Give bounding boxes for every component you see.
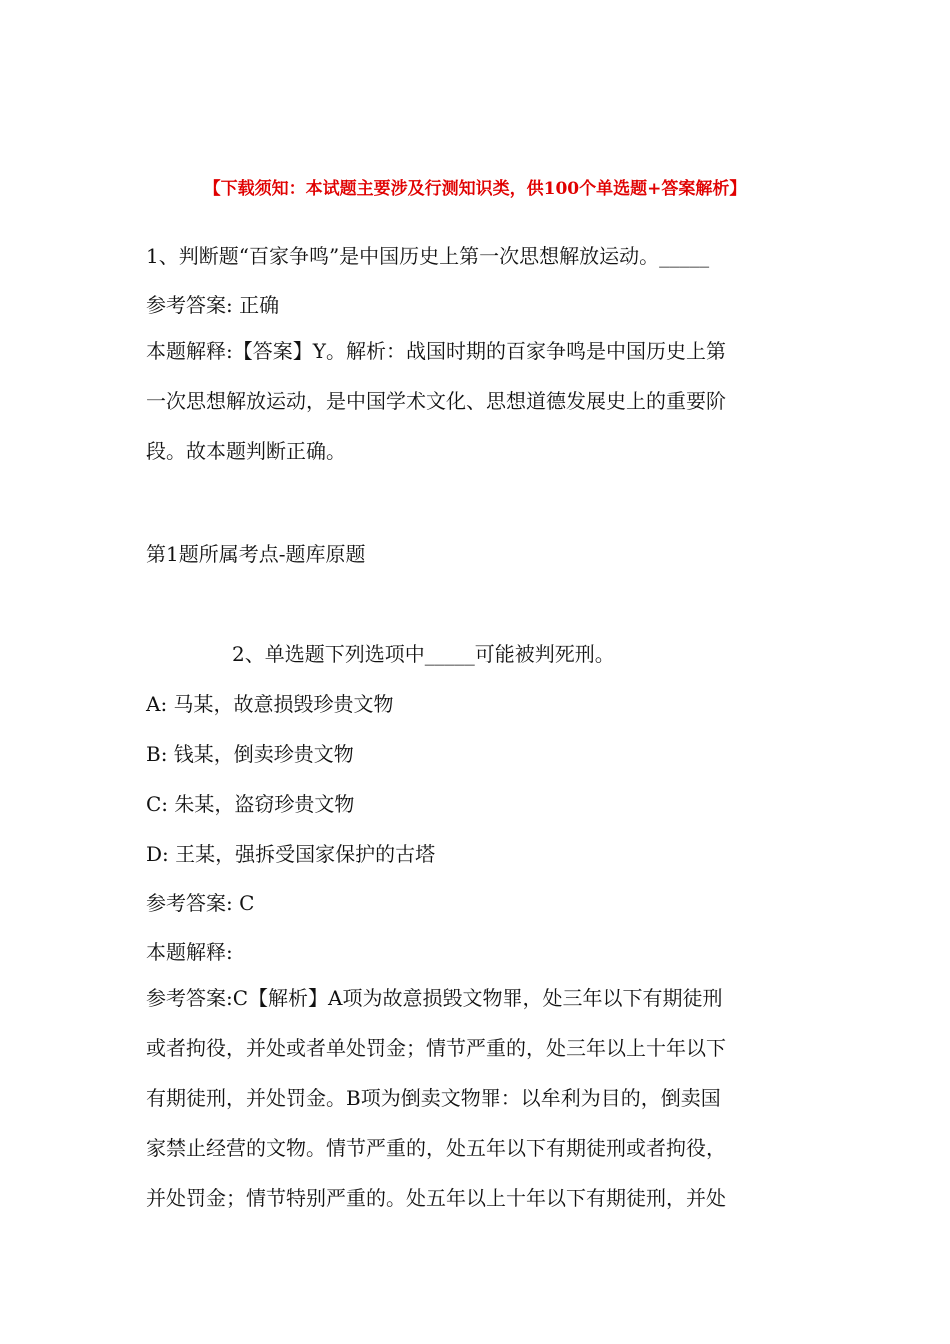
q2-question: 2、单选题下列选项中_____可能被判死刑。 [232, 642, 615, 666]
download-notice: 【下载须知：本试题主要涉及行测知识类，供100个单选题+答案解析】 [203, 179, 747, 199]
q2-explanation-line: 并处罚金；情节特别严重的。处五年以上十年以下有期徒刑，并处 [146, 1186, 726, 1210]
q2-option-d: D: 王某，强拆受国家保护的古塔 [146, 842, 436, 866]
q1-topic: 第1题所属考点-题库原题 [146, 542, 366, 566]
q2-option-a: A: 马某，故意损毁珍贵文物 [146, 692, 394, 716]
q2-option-c: C: 朱某，盗窃珍贵文物 [146, 792, 355, 816]
q1-explanation [146, 326, 806, 476]
q1-answer: 参考答案: 正确 [146, 293, 280, 317]
q1-explanation-line: 一次思想解放运动，是中国学术文化、思想道德发展史上的重要阶 [146, 389, 726, 413]
q2-answer: 参考答案: C [146, 891, 255, 915]
q2-explanation [146, 973, 806, 1223]
q1-explanation-line: 段。故本题判断正确。 [146, 439, 346, 463]
q2-explanation-label: 本题解释: [146, 940, 233, 964]
q1-explanation-line: 本题解释:【答案】Y。解析：战国时期的百家争鸣是中国历史上第 [146, 339, 726, 363]
q2-explanation-line: 有期徒刑，并处罚金。B项为倒卖文物罪：以牟利为目的，倒卖国 [146, 1086, 721, 1110]
q2-option-b: B: 钱某，倒卖珍贵文物 [146, 742, 354, 766]
q1-question: 1、判断题“百家争鸣”是中国历史上第一次思想解放运动。_____ [146, 244, 710, 268]
q2-explanation-line: 或者拘役，并处或者单处罚金；情节严重的，处三年以上十年以下 [146, 1036, 726, 1060]
q2-explanation-line: 参考答案:C【解析】A项为故意损毁文物罪，处三年以下有期徒刑 [146, 986, 723, 1010]
q2-explanation-line: 家禁止经营的文物。情节严重的，处五年以下有期徒刑或者拘役， [146, 1136, 726, 1160]
